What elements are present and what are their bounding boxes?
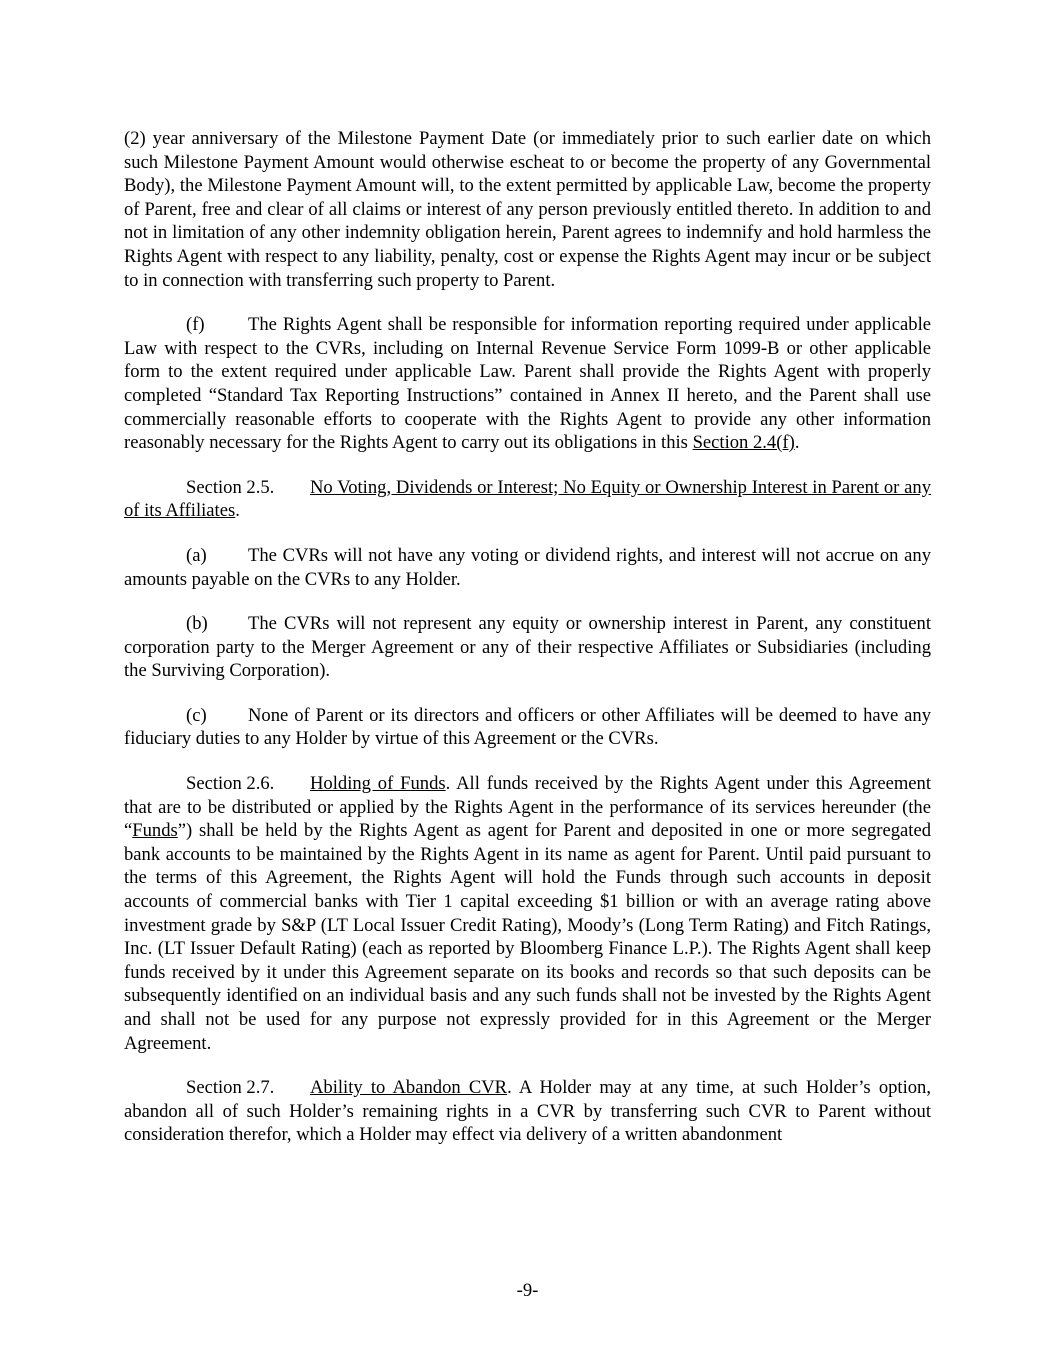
paragraph-a-text: The CVRs will not have any voting or dividend rights, and interest will not accrue on any amounts payable on the CVRs to any Holder.	[124, 544, 931, 590]
section-2-6-text-2: ”) shall be held by the Rights Agent as agent for Parent and deposited in one or more segregated bank accounts to be maintained by the Rights Agent in its name as agent for Parent. Until paid pursuant to the terms of this Agreement, the Rights Agent will hold the Funds through such accounts in deposit accounts of commercial banks with Tier 1 capital exceeding $1 billion or with an average rating above investment grade by S&P (LT Local Issuer Credit Rating), Moody’s (Long Term Rating) and Fitch Ratings, Inc. (LT Issuer Default Rating) (each as reported by Bloomberg Finance L.P.). The Rights Agent shall keep funds received by it under this Agreement separate on its books and records so that such deposits can be subsequently identified on an individual basis and any such funds shall not be invested by the Rights Agent and shall not be used for any purpose not expressly provided for in this Agreement or the Merger Agreement.	[124, 820, 931, 1054]
section-2-6-text-1: . All funds received by the Rights Agent under this Agreement that are to be distributed or applied by the Rights Agent in the performance of its services hereunder (the “	[124, 773, 931, 842]
section-2-5-label: Section 2.5.	[186, 476, 275, 498]
paragraph-f-end: .	[794, 432, 800, 454]
paragraph-b	[124, 612, 931, 683]
paragraph-f	[124, 313, 931, 455]
paragraph-a	[124, 544, 931, 591]
section-2-7-label: Section 2.7.	[186, 1077, 275, 1099]
section-2-7-title: Ability to Abandon CVR	[310, 1077, 508, 1099]
section-2-7-text: . A Holder may at any time, at such Holder’s option, abandon all of such Holder’s remaining rights in a CVR by transferring such CVR to Parent without consideration therefor, which a Holder may effect via delivery of a written abandonment	[124, 1077, 931, 1146]
paragraph-f-text: The Rights Agent shall be responsible for information reporting required under applicable Law with respect to the CVRs, including on Internal Revenue Service Form 1099-B or other applicable form to the extent required under applicable Law. Parent shall provide the Rights Agent with properly completed “Standard Tax Reporting Instructions” contained in Annex II hereto, and the Parent shall use commercially reasonable efforts to cooperate with the Rights Agent to provide any other information reasonably necessary for the Rights Agent to carry out its obligations in this	[124, 314, 931, 454]
continued-paragraph	[124, 127, 931, 292]
paragraph-b-text: The CVRs will not represent any equity or ownership interest in Parent, any constituent corporation party to the Merger Agreement or any of their respective Affiliates or Subsidiaries (including the Surviving Corporation).	[124, 613, 931, 682]
paragraph-a-label: (a)	[186, 544, 207, 566]
paragraph-c	[124, 704, 931, 751]
section-2-6	[124, 772, 931, 1055]
section-2-5-title: No Voting, Dividends or Interest; No Equity or Ownership Interest in Parent or any of its Affiliates	[124, 476, 931, 522]
paragraph-f-label: (f)	[186, 314, 205, 336]
section-2-6-title: Holding of Funds	[310, 773, 446, 795]
section-2-6-label: Section 2.6.	[186, 773, 275, 795]
section-2-7	[124, 1076, 931, 1147]
page-number: -9-	[516, 1280, 539, 1301]
section-2-5-heading	[124, 476, 931, 523]
continued-paragraph-text: (2) year anniversary of the Milestone Payment Date (or immediately prior to such earlier date on which such Milestone Payment Amount would otherwise escheat to or become the property of any Governmental Body), the Milestone Payment Amount will, to the extent permitted by applicable Law, become the property of Parent, free and clear of all claims or interest of any person previously entitled thereto. In addition to and not in limitation of any other indemnity obligation herein, Parent agrees to indemnify and hold harmless the Rights Agent with respect to any liability, penalty, cost or expense the Rights Agent may incur or be subject to in connection with transferring such property to Parent.	[124, 128, 931, 291]
paragraph-b-label: (b)	[186, 613, 208, 635]
paragraph-c-label: (c)	[186, 704, 207, 726]
section-2-4f-reference: Section 2.4(f)	[692, 432, 795, 454]
document-page	[124, 127, 931, 1147]
funds-defined-term: Funds	[132, 820, 178, 842]
section-2-5-end: .	[235, 500, 240, 522]
paragraph-c-text: None of Parent or its directors and officers or other Affiliates will be deemed to have any fiduciary duties to any Holder by virtue of this Agreement or the CVRs.	[124, 704, 931, 750]
